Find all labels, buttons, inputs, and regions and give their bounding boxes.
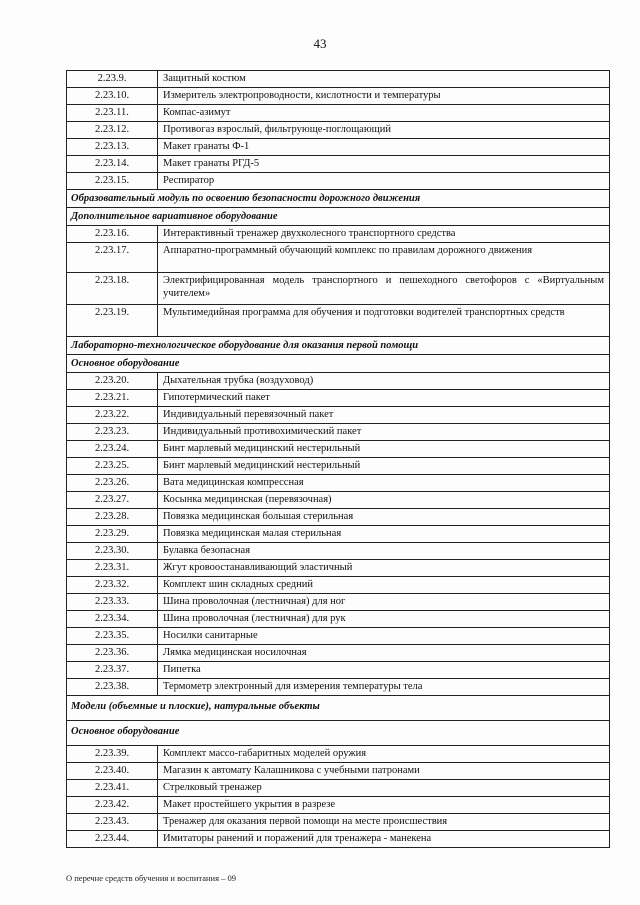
table-row <box>67 662 610 679</box>
table-row <box>67 273 610 305</box>
item-number: 2.23.19. <box>67 305 158 337</box>
item-number: 2.23.34. <box>67 611 158 628</box>
item-name: Индивидуальный противохимический пакет <box>158 424 610 441</box>
equipment-table-body <box>67 71 610 848</box>
item-name: Магазин к автомату Калашникова с учебными патронами <box>158 763 610 780</box>
item-number: 2.23.14. <box>67 156 158 173</box>
item-number: 2.23.9. <box>67 71 158 88</box>
table-row <box>67 814 610 831</box>
item-number: 2.23.26. <box>67 475 158 492</box>
item-name: Термометр электронный для измерения температуры тела <box>158 679 610 696</box>
table-row <box>67 226 610 243</box>
page-number: 43 <box>313 36 327 51</box>
table-row <box>67 105 610 122</box>
item-name: Электрифицированная модель транспортного и пешеходного светофоров с «Виртуальным учителем» <box>158 273 610 305</box>
item-name: Имитаторы ранений и поражений для тренажера - манекена <box>158 831 610 848</box>
item-name: Дыхательная трубка (воздуховод) <box>158 373 610 390</box>
item-number: 2.23.29. <box>67 526 158 543</box>
equipment-table <box>66 70 610 848</box>
table-row <box>67 139 610 156</box>
item-name: Стрелковый тренажер <box>158 780 610 797</box>
section-header: Основное оборудование <box>67 355 610 373</box>
item-name: Защитный костюм <box>158 71 610 88</box>
item-name: Измеритель электропроводности, кислотности и температуры <box>158 88 610 105</box>
table-row <box>67 628 610 645</box>
table-row <box>67 173 610 190</box>
item-name: Противогаз взрослый, фильтрующе-поглощающий <box>158 122 610 139</box>
item-name: Повязка медицинская большая стерильная <box>158 509 610 526</box>
item-number: 2.23.16. <box>67 226 158 243</box>
item-name: Лямка медицинская носилочная <box>158 645 610 662</box>
table-row <box>67 543 610 560</box>
table-row <box>67 373 610 390</box>
item-number: 2.23.28. <box>67 509 158 526</box>
table-row <box>67 763 610 780</box>
item-number: 2.23.38. <box>67 679 158 696</box>
item-name: Вата медицинская компрессная <box>158 475 610 492</box>
item-number: 2.23.21. <box>67 390 158 407</box>
table-row <box>67 526 610 543</box>
table-row <box>67 831 610 848</box>
item-number: 2.23.44. <box>67 831 158 848</box>
item-number: 2.23.13. <box>67 139 158 156</box>
table-row <box>67 797 610 814</box>
item-name: Тренажер для оказания первой помощи на месте происшествия <box>158 814 610 831</box>
table-row <box>67 407 610 424</box>
item-name: Косынка медицинская (перевязочная) <box>158 492 610 509</box>
table-row <box>67 492 610 509</box>
item-number: 2.23.30. <box>67 543 158 560</box>
item-number: 2.23.15. <box>67 173 158 190</box>
item-name: Шина проволочная (лестничная) для рук <box>158 611 610 628</box>
table-row <box>67 560 610 577</box>
item-name: Интерактивный тренажер двухколесного транспортного средства <box>158 226 610 243</box>
item-number: 2.23.17. <box>67 243 158 273</box>
table-row <box>67 441 610 458</box>
table-row <box>67 156 610 173</box>
section-header-row <box>67 337 610 355</box>
item-number: 2.23.39. <box>67 746 158 763</box>
table-row <box>67 88 610 105</box>
table-row <box>67 71 610 88</box>
item-number: 2.23.35. <box>67 628 158 645</box>
section-header: Образовательный модуль по освоению безопасности дорожного движения <box>67 190 610 208</box>
item-name: Жгут кровоостанавливающий эластичный <box>158 560 610 577</box>
item-number: 2.23.25. <box>67 458 158 475</box>
section-header-row <box>67 696 610 721</box>
table-row <box>67 594 610 611</box>
section-header: Дополнительное вариативное оборудование <box>67 208 610 226</box>
table-row <box>67 679 610 696</box>
item-name: Гипотермический пакет <box>158 390 610 407</box>
table-row <box>67 475 610 492</box>
table-row <box>67 243 610 273</box>
item-name: Макет гранаты Ф-1 <box>158 139 610 156</box>
item-name: Респиратор <box>158 173 610 190</box>
item-number: 2.23.27. <box>67 492 158 509</box>
item-name: Бинт марлевый медицинский нестерильный <box>158 441 610 458</box>
item-number: 2.23.31. <box>67 560 158 577</box>
item-name: Носилки санитарные <box>158 628 610 645</box>
item-name: Макет гранаты РГД-5 <box>158 156 610 173</box>
section-header-row <box>67 190 610 208</box>
table-row <box>67 122 610 139</box>
item-number: 2.23.42. <box>67 797 158 814</box>
section-header-row <box>67 355 610 373</box>
item-name: Булавка безопасная <box>158 543 610 560</box>
item-number: 2.23.40. <box>67 763 158 780</box>
item-name: Шина проволочная (лестничная) для ног <box>158 594 610 611</box>
table-row <box>67 424 610 441</box>
item-number: 2.23.23. <box>67 424 158 441</box>
section-header: Основное оборудование <box>67 721 610 746</box>
table-row <box>67 305 610 337</box>
table-row <box>67 390 610 407</box>
table-row <box>67 509 610 526</box>
item-number: 2.23.43. <box>67 814 158 831</box>
table-row <box>67 645 610 662</box>
item-number: 2.23.12. <box>67 122 158 139</box>
item-number: 2.23.22. <box>67 407 158 424</box>
item-number: 2.23.20. <box>67 373 158 390</box>
item-name: Комплект шин складных средний <box>158 577 610 594</box>
table-row <box>67 577 610 594</box>
item-name: Бинт марлевый медицинский нестерильный <box>158 458 610 475</box>
item-name: Макет простейшего укрытия в разрезе <box>158 797 610 814</box>
item-name: Индивидуальный перевязочный пакет <box>158 407 610 424</box>
item-number: 2.23.41. <box>67 780 158 797</box>
table-row <box>67 780 610 797</box>
item-number: 2.23.11. <box>67 105 158 122</box>
item-number: 2.23.24. <box>67 441 158 458</box>
section-header: Модели (объемные и плоские), натуральные объекты <box>67 696 610 721</box>
item-name: Комплект массо-габаритных моделей оружия <box>158 746 610 763</box>
item-number: 2.23.37. <box>67 662 158 679</box>
table-row <box>67 458 610 475</box>
section-header-row <box>67 208 610 226</box>
table-row <box>67 746 610 763</box>
table-row <box>67 611 610 628</box>
item-name: Компас-азимут <box>158 105 610 122</box>
document-footer: О перечне средств обучения и воспитания – 09 <box>66 873 236 883</box>
item-number: 2.23.10. <box>67 88 158 105</box>
item-number: 2.23.33. <box>67 594 158 611</box>
item-number: 2.23.18. <box>67 273 158 305</box>
item-name: Повязка медицинская малая стерильная <box>158 526 610 543</box>
item-name: Пипетка <box>158 662 610 679</box>
item-name: Мультимедийная программа для обучения и подготовки водителей транспортных средств <box>158 305 610 337</box>
item-number: 2.23.36. <box>67 645 158 662</box>
item-number: 2.23.32. <box>67 577 158 594</box>
section-header-row <box>67 721 610 746</box>
section-header: Лабораторно-технологическое оборудование для оказания первой помощи <box>67 337 610 355</box>
item-name: Аппаратно-программный обучающий комплекс по правилам дорожного движения <box>158 243 610 273</box>
